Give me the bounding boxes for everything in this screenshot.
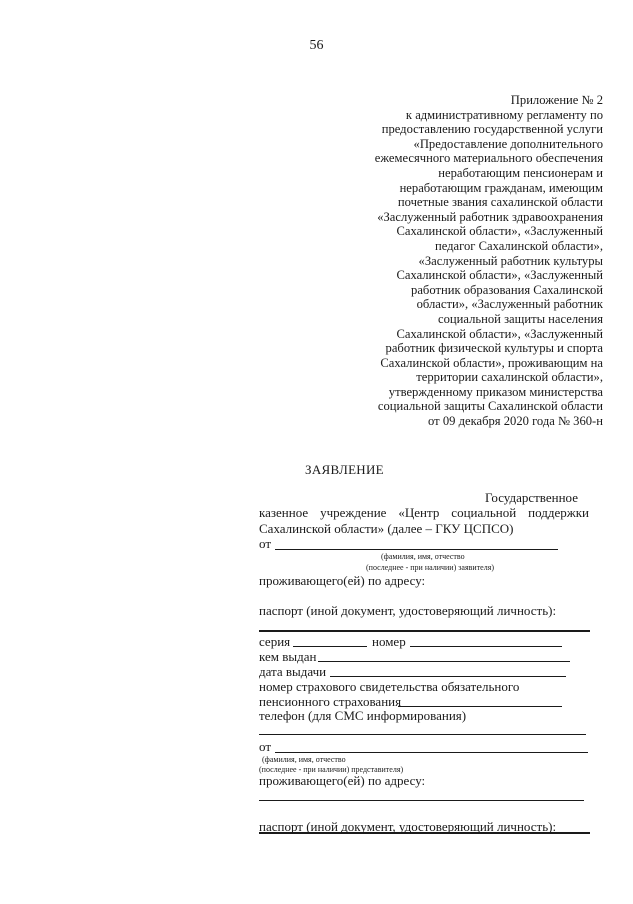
annex-line: от 09 декабря 2020 года № 360-н	[428, 414, 603, 429]
rep-hint-1: (фамилия, имя, отчество	[262, 755, 346, 764]
applicant-name-line[interactable]	[275, 549, 558, 550]
annex-line: работник физической культуры и спорта	[385, 341, 603, 356]
insurance-number-field[interactable]	[398, 706, 562, 707]
annex-line: Сахалинской области», «Заслуженный	[396, 326, 603, 341]
number-label: номер	[372, 634, 406, 649]
annex-line: работник образования Сахалинской	[411, 282, 603, 297]
applicant-hint-1: (фамилия, имя, отчество	[381, 552, 465, 561]
form-title: ЗАЯВЛЕНИЕ	[305, 462, 384, 477]
annex-line: «Предоставление дополнительного	[413, 136, 603, 151]
annex-line: Приложение № 2	[510, 93, 603, 107]
annex-line: «Заслуженный работник здравоохранения	[377, 209, 603, 224]
rep-address-line[interactable]	[259, 800, 584, 801]
annex-header	[273, 93, 603, 429]
annex-line: ежемесячного материального обеспечения	[374, 151, 603, 166]
annex-line: утвержденному приказом министерства	[388, 384, 603, 399]
annex-line: социальной защиты населения	[438, 311, 603, 326]
residing-label: проживающего(ей) по адресу:	[259, 573, 426, 588]
rep-name-line[interactable]	[275, 752, 588, 753]
rep-hint-2: (последнее - при наличии) представителя)	[259, 765, 404, 774]
annex-line: предоставлению государственной услуги	[381, 122, 603, 137]
annex-line: социальной защиты Сахалинской области	[377, 399, 603, 414]
series-field[interactable]	[293, 646, 367, 647]
rep-passport-line[interactable]	[259, 832, 590, 834]
rep-residing-label: проживающего(ей) по адресу:	[259, 773, 426, 788]
annex-line: неработающим пенсионерам и	[438, 165, 603, 180]
rep-passport-label: паспорт (иной документ, удостоверяющий личность):	[259, 819, 557, 834]
phone-label: телефон (для СМС информирования)	[259, 708, 467, 723]
rep-from-label: от	[259, 739, 272, 754]
page-number: 56	[309, 38, 324, 53]
annex-line: педагог Сахалинской области»,	[434, 238, 603, 253]
insurance-label-1: номер страхового свидетельства обязательного	[259, 679, 520, 694]
annex-line: Сахалинской области», «Заслуженный	[396, 224, 603, 239]
issue-date-field[interactable]	[330, 676, 566, 677]
from-label: от	[259, 536, 272, 551]
addressee-line-1: Государственное	[485, 490, 578, 505]
annex-line: Сахалинской области», проживающим на	[380, 355, 603, 370]
passport-line[interactable]	[259, 630, 590, 632]
phone-field[interactable]	[259, 734, 586, 735]
number-field[interactable]	[410, 646, 562, 647]
annex-line: «Заслуженный работник культуры	[418, 253, 603, 268]
addressee-line-2: казенное учреждение «Центр социальной поддержки	[259, 505, 589, 520]
annex-line: Сахалинской области», «Заслуженный	[396, 268, 603, 283]
issue-date-label: дата выдачи	[259, 664, 327, 679]
issued-by-label: кем выдан	[259, 649, 317, 664]
issued-by-field[interactable]	[318, 661, 570, 662]
addressee-line-3: Сахалинской области» (далее – ГКУ ЦСПСО)	[259, 521, 514, 536]
annex-line: территории сахалинской области»,	[416, 370, 603, 385]
passport-label: паспорт (иной документ, удостоверяющий личность):	[259, 603, 557, 618]
annex-line: неработающим гражданам, имеющим	[399, 180, 603, 195]
annex-line: к административному регламенту по	[405, 107, 603, 122]
annex-line: области», «Заслуженный работник	[416, 297, 603, 312]
annex-line: почетные звания сахалинской области	[397, 195, 603, 210]
applicant-hint-2: (последнее - при наличии) заявителя)	[366, 563, 495, 572]
series-label: серия	[259, 634, 291, 649]
insurance-label-2: пенсионного страхования	[259, 694, 402, 709]
